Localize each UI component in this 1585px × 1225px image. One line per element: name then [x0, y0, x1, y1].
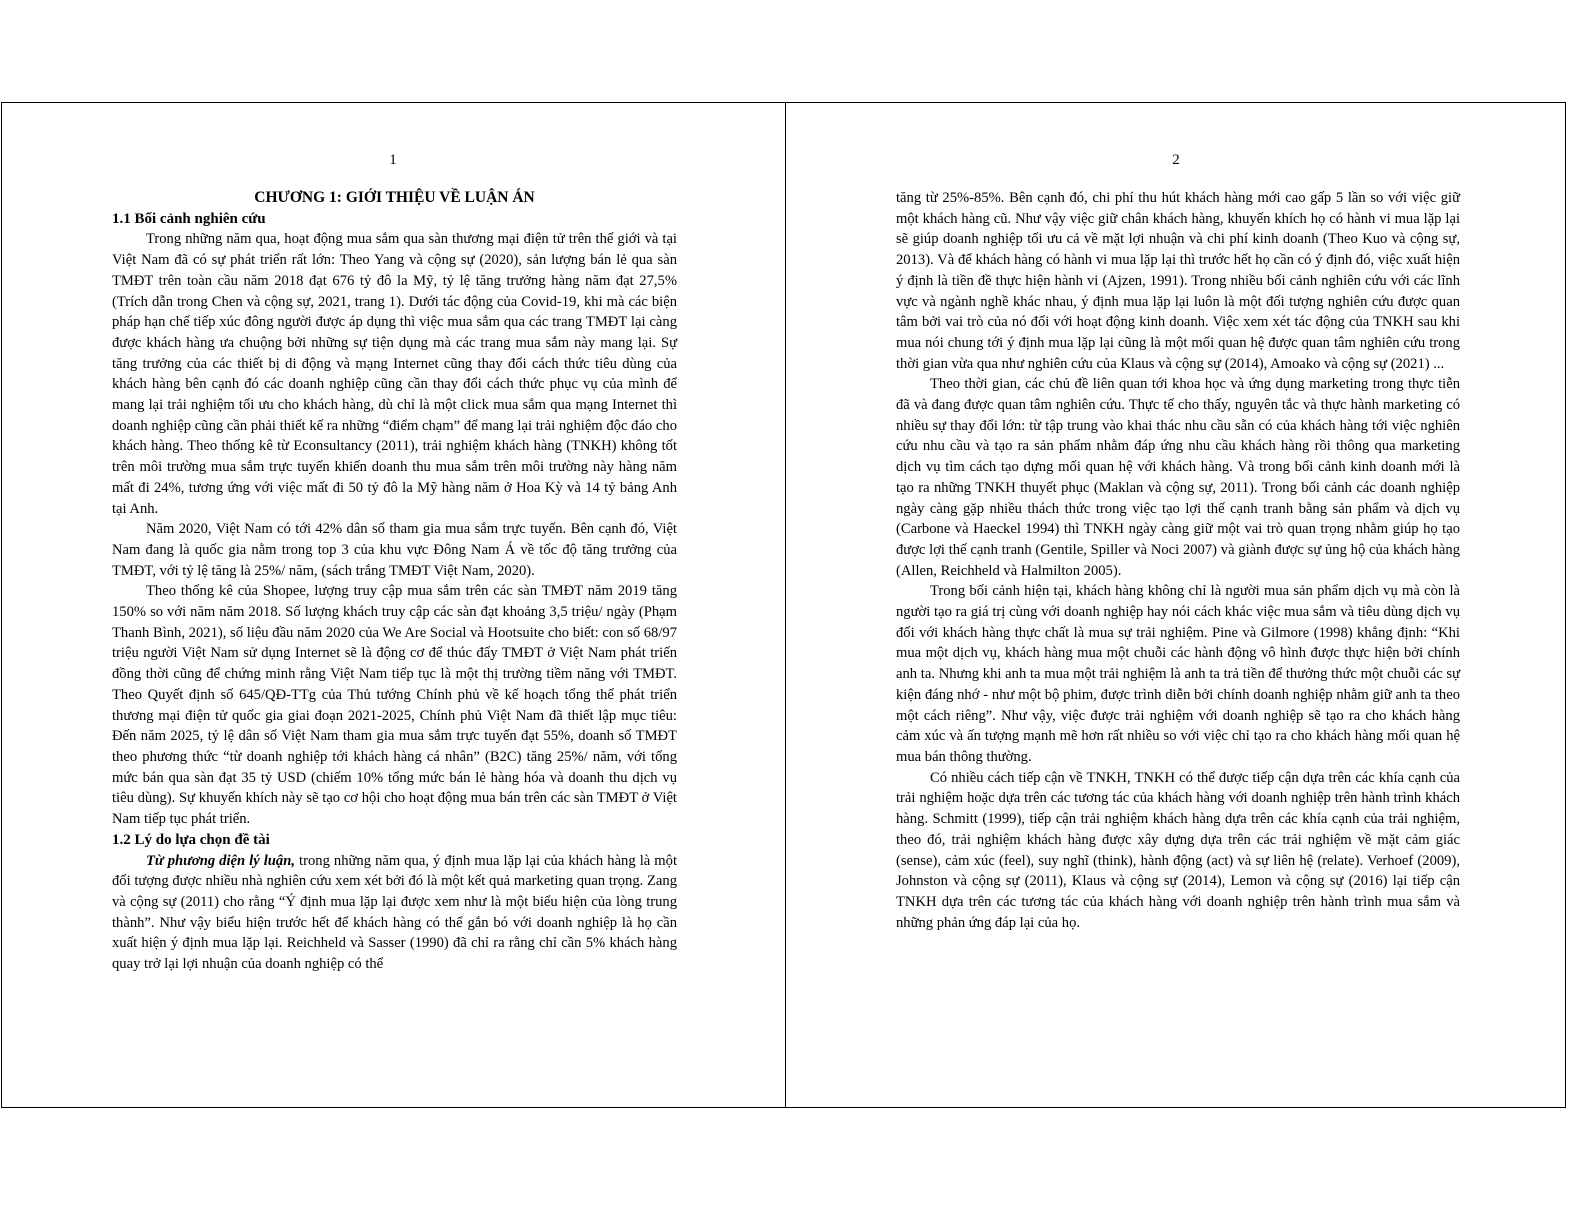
- paragraph: Theo thời gian, các chủ đề liên quan tới khoa học và ứng dụng marketing trong thực tiễn đã và đang được quan tâm nghiên cứu. Thực tế cho thấy, nguyên tắc và thực hành marketing có nhiều sự thay đổi lớn: từ tập trung vào khai thác nhu cầu sẵn có của khách hàng tới việc nghiên cứu nhu cầu và tạo ra sản phẩm nhằm đáp ứng nhu cầu khách hàng rồi thông qua marketing dịch vụ tìm cách tạo dựng mối quan hệ với khách hàng. Và trong bối cảnh kinh doanh mới là tạo ra những TNKH thuyết phục (Maklan và cộng sự, 2011). Trong bối cảnh các doanh nghiệp ngày càng gặp nhiều thách thức trong việc tạo lợi thế cạnh tranh bằng sản phẩm và dịch vụ (Carbone và Haeckel 1994) thì TNKH ngày càng giữ một vai trò quan trọng nhằm giúp họ tạo được lợi thế cạnh tranh (Gentile, Spiller và Noci 2007) và giành được sự ủng hộ của khách hàng (Allen, Reichheld và Halmilton 2005).: [896, 376, 1460, 579]
- paragraph: tăng từ 25%-85%. Bên cạnh đó, chi phí thu hút khách hàng mới cao gấp 5 lần so với việc giữ một khách hàng cũ. Như vậy việc giữ chân khách hàng, khuyến khích họ có hành vi mua lặp lại sẽ giúp doanh nghiệp tối ưu cả về mặt lợi nhuận và chi phí kinh doanh (Theo Kuo và cộng sự, 2013). Và để khách hàng có hành vi mua lặp lại thì trước hết họ cần có ý định đó, việc xuất hiện ý định là tiền đề thực hiện hành vi (Ajzen, 1991). Trong nhiều bối cảnh nghiên cứu với các lĩnh vực và ngành nghề khác nhau, ý định mua lặp lại luôn là một đối tượng nghiên cứu được quan tâm bởi vai trò của nó đối với hoạt động kinh doanh. Việc xem xét tác động của TNKH sau khi mua nói chung tới ý định mua lặp lại cũng là một mối quan hệ được quan tâm nghiên cứu trong thời gian vừa qua như nghiên cứu của Klaus và cộng sự (2014), Amoako và cộng sự (2021) ...: [896, 190, 1460, 372]
- section-heading-1-1: 1.1 Bối cảnh nghiên cứu: [112, 210, 266, 227]
- paragraph: Trong bối cảnh hiện tại, khách hàng không chỉ là người mua sản phẩm dịch vụ mà còn là người tạo ra giá trị cùng với doanh nghiệp hay nói cách khác việc mua sắm và tiêu dùng dịch vụ đối với khách hàng thực chất là mua sự trải nghiệm. Pine và Gilmore (1998) khẳng định: “Khi mua một dịch vụ, khách hàng mua một chuỗi các hành động vô hình được thực hiện bởi chính anh ta. Nhưng khi anh ta mua một trải nghiệm là anh ta trả tiền để thưởng thức một chuỗi các sự kiện đáng nhớ - như một bộ phim, được trình diễn bởi chính doanh nghiệp nhằm giữ anh ta theo một cách riêng”. Như vậy, việc được trải nghiệm với doanh nghiệp sẽ tạo ra cho khách hàng cảm xúc và ấn tượng mạnh mẽ hơn rất nhiều so với việc chỉ tạo ra cho khách hàng mối quan hệ mua bán thông thường.: [896, 583, 1460, 765]
- page-right: [786, 103, 1566, 1107]
- page-number: 2: [1172, 152, 1180, 168]
- chapter-title: CHƯƠNG 1: GIỚI THIỆU VỀ LUẬN ÁN: [254, 189, 535, 206]
- page-left: [2, 103, 784, 1107]
- paragraph: [112, 851, 677, 975]
- page-body: [112, 188, 677, 975]
- page-body: [896, 188, 1460, 933]
- paragraph: Theo thống kê của Shopee, lượng truy cập mua sắm trên các sàn TMĐT năm 2019 tăng 150% so với năm năm 2018. Số lượng khách truy cập các sàn đạt khoảng 3,5 triệu/ ngày (Phạm Thanh Bình, 2021), số liệu đầu năm 2020 của We Are Social và Hootsuite cho biết: con số 68/97 triệu người Việt Nam sử dụng Internet sẽ là động cơ để thúc đẩy TMĐT ở Việt Nam phát triển đồng thời cũng để chứng minh rằng Việt Nam tiếp tục là một thị trường tiềm năng với TMĐT. Theo Quyết định số 645/QĐ-TTg của Thủ tướng Chính phủ về kế hoạch tổng thể phát triển thương mại điện tử quốc gia giai đoạn 2021-2025, Chính phủ Việt Nam đã thiết lập mục tiêu: Đến năm 2025, tỷ lệ dân số Việt Nam tham gia mua sắm trực tuyến đạt 55%, doanh số TMĐT theo phương thức “từ doanh nghiệp tới khách hàng cá nhân” (B2C) tăng 25%/ năm, với tổng mức bán qua sàn đạt 35 tỷ USD (chiếm 10% tổng mức bán lẻ hàng hóa và doanh thu dịch vụ tiêu dùng). Sự khuyến khích này sẽ tạo cơ hội cho hoạt động mua bán trên các sàn TMĐT ở Việt Nam tiếp tục phát triển.: [112, 583, 677, 828]
- paragraph: Trong những năm qua, hoạt động mua sắm qua sàn thương mại điện tử trên thế giới và tại Việt Nam đã có sự phát triển rất lớn: Theo Yang và cộng sự (2020), sản lượng bán lẻ qua sàn TMĐT trên toàn cầu năm 2018 đạt 676 tỷ đô la Mỹ, tỷ lệ tăng trưởng hàng năm đạt 27,5% (Trích dẫn trong Chen và cộng sự, 2021, trang 1). Dưới tác động của Covid-19, khi mà các biện pháp hạn chế tiếp xúc đông người được áp dụng thì việc mua sắm qua các trang TMĐT lại càng được khách hàng ưa chuộng bởi những sự tiện dụng mà các trang mua sắm này mang lại. Sự tăng trưởng của các thiết bị di động và mạng Internet cũng thay đổi cách thức tiêu dùng của khách hàng bên cạnh đó các doanh nghiệp cũng cần thay đổi cách thức phục vụ của mình để mang lại trải nghiệm tối ưu cho khách hàng, dù chỉ là một click mua sắm qua mạng Internet thì doanh nghiệp cũng cần phải thiết kế ra những “điểm chạm” để mang lại trải nghiệm độc đáo cho khách hàng. Theo thống kê từ Econsultancy (2011), trải nghiệm khách hàng (TNKH) không tốt trên môi trường mua sắm trực tuyến khiến doanh thu mua sắm trên môi trường này hàng năm mất đi 24%, tương ứng với việc mất đi 50 tỷ đô la Mỹ hàng năm ở Hoa Kỳ và 14 tỷ bảng Anh tại Anh.: [112, 231, 677, 517]
- paragraph: Năm 2020, Việt Nam có tới 42% dân số tham gia mua sắm trực tuyến. Bên cạnh đó, Việt Nam đang là quốc gia nằm trong top 3 của khu vực Đông Nam Á về tốc độ tăng trưởng của TMĐT, với tỷ lệ tăng là 25%/ năm, (sách trắng TMĐT Việt Nam, 2020).: [112, 521, 677, 579]
- document-spread: [1, 102, 1566, 1108]
- paragraph-lead: Từ phương diện lý luận,: [146, 852, 295, 869]
- paragraph-rest: trong những năm qua, ý định mua lặp lại của khách hàng là một đối tượng được nhiều nhà nghiên cứu xem xét bởi đó là một kết quả marketing quan trọng. Zang và cộng sự (2011) cho rằng “Ý định mua lặp lại được xem như là một biểu hiện của lòng trung thành”. Như vậy biểu hiện trước hết để khách hàng có thể gắn bó với doanh nghiệp là họ cần xuất hiện ý định mua lặp lại. Reichheld và Sasser (1990) đã chỉ ra rằng chỉ cần 5% khách hàng quay trở lại lợi nhuận của doanh nghiệp có thể: [112, 852, 677, 973]
- paragraph: Có nhiều cách tiếp cận về TNKH, TNKH có thể được tiếp cận dựa trên các khía cạnh của trải nghiệm hoặc dựa trên các tương tác của khách hàng với doanh nghiệp trên hành trình khách hàng. Schmitt (1999), tiếp cận trải nghiệm khách hàng dựa trên các khía cạnh của trải nghiệm, theo đó, trải nghiệm khách hàng được xây dựng dựa trên các trải nghiệm về mặt cảm giác (sense), cảm xúc (feel), suy nghĩ (think), hành động (act) và sự liên hệ (relate). Verhoef (2009), Johnston và cộng sự (2011), Klaus và cộng sự (2014), Lemon và cộng sự (2016) lại tiếp cận TNKH dựa trên các tương tác của khách hàng với doanh nghiệp trên hành trình mua sắm và những phản ứng đáp lại của họ.: [896, 769, 1460, 931]
- page-number: 1: [389, 152, 397, 168]
- section-heading-1-2: 1.2 Lý do lựa chọn đề tài: [112, 831, 270, 848]
